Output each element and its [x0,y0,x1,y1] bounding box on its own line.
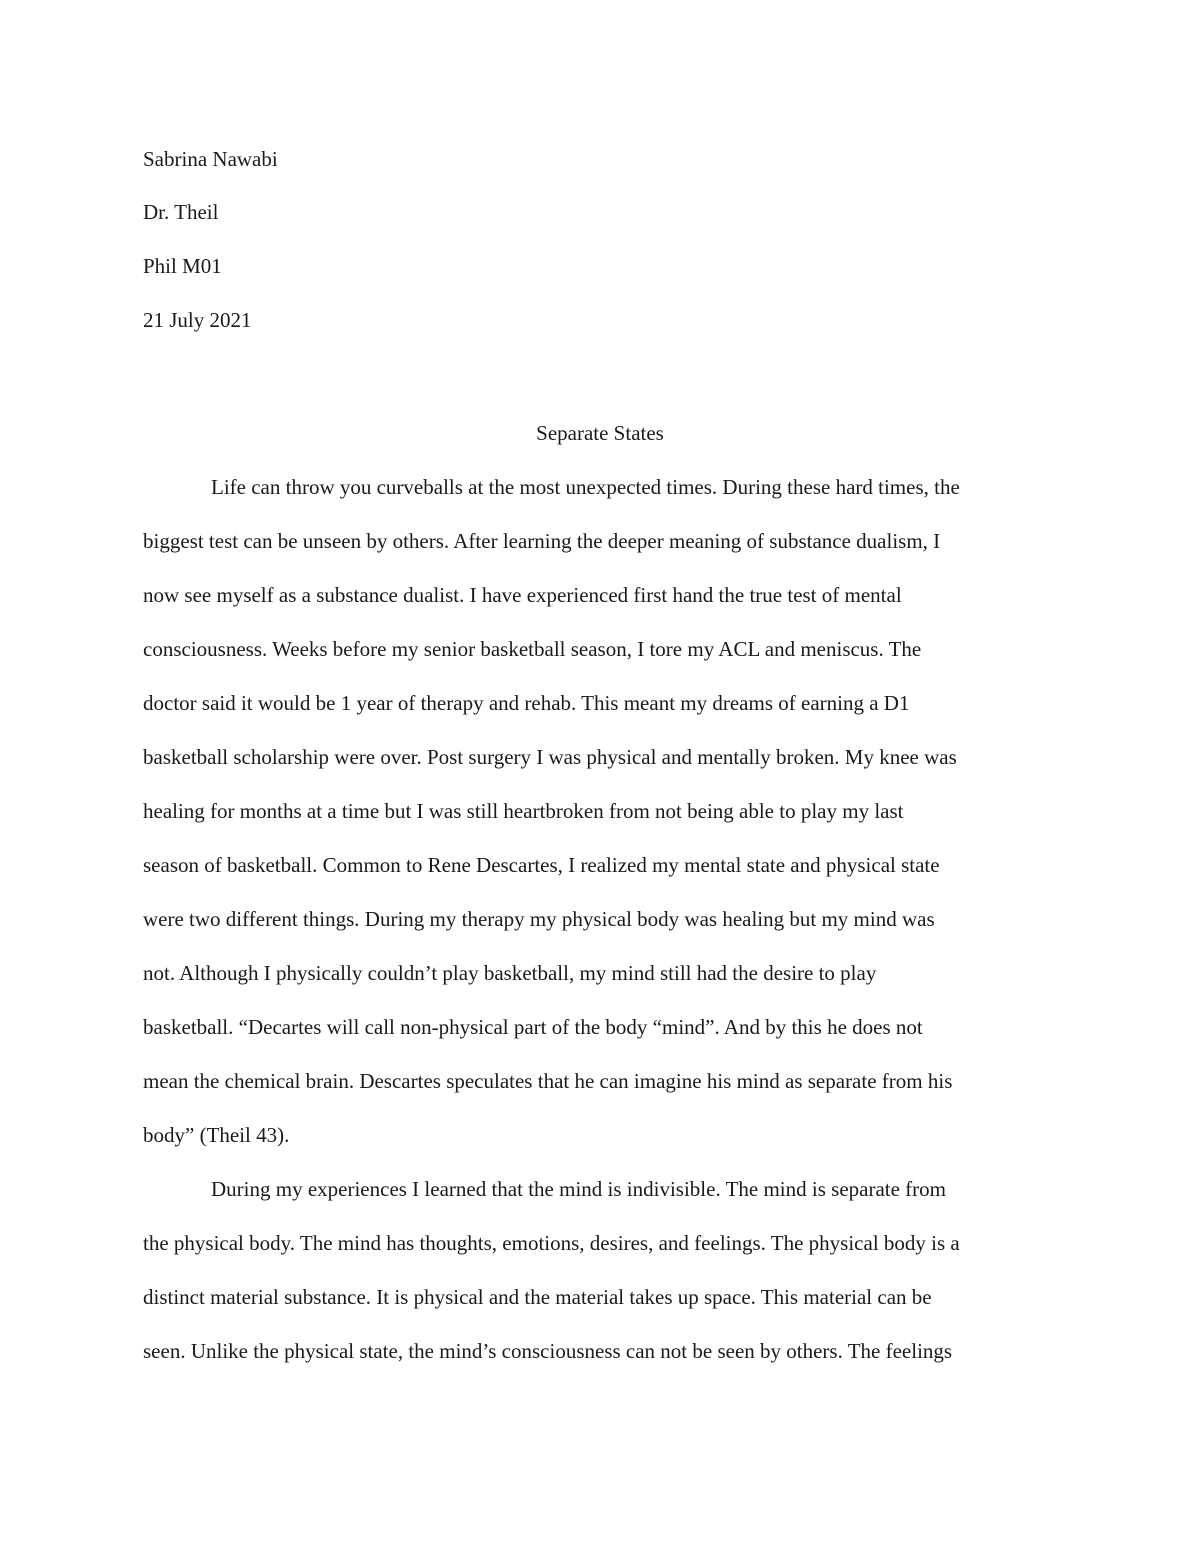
paragraph-line: body” (Theil 43). [143,1123,290,1147]
paragraph-line: mean the chemical brain. Descartes speculates that he can imagine his mind as separate from his [143,1069,953,1093]
date-line: 21 July 2021 [143,308,252,332]
paragraph-line: the physical body. The mind has thoughts, emotions, desires, and feelings. The physical body is a [143,1231,960,1255]
paragraph-line: doctor said it would be 1 year of therapy and rehab. This meant my dreams of earning a D1 [143,691,910,715]
paragraph-line: basketball scholarship were over. Post surgery I was physical and mentally broken. My knee was [143,745,957,769]
paragraph-line: healing for months at a time but I was still heartbroken from not being able to play my last [143,799,904,823]
paragraph-line: seen. Unlike the physical state, the mind’s consciousness can not be seen by others. The feelings [143,1339,953,1363]
author-name: Sabrina Nawabi [143,147,278,171]
paragraph-line: basketball. “Decartes will call non-physical part of the body “mind”. And by this he does not [143,1015,923,1039]
paragraph-line: During my experiences I learned that the mind is indivisible. The mind is separate from [211,1177,946,1201]
paragraph-line: biggest test can be unseen by others. After learning the deeper meaning of substance dualism, I [143,529,941,553]
paragraph-line: now see myself as a substance dualist. I have experienced first hand the true test of mental [143,583,902,607]
paragraph-line: were two different things. During my therapy my physical body was healing but my mind was [143,907,935,931]
paragraph-line: not. Although I physically couldn’t play basketball, my mind still had the desire to play [143,961,877,985]
paragraph-line: distinct material substance. It is physical and the material takes up space. This material can be [143,1285,932,1309]
course-name: Phil M01 [143,254,222,278]
paragraph-line: season of basketball. Common to Rene Descartes, I realized my mental state and physical state [143,853,940,877]
instructor-name: Dr. Theil [143,200,219,224]
essay-title: Separate States [536,421,664,445]
paragraph-line: consciousness. Weeks before my senior basketball season, I tore my ACL and meniscus. The [143,637,922,661]
paragraph-line: Life can throw you curveballs at the most unexpected times. During these hard times, the [211,475,960,499]
